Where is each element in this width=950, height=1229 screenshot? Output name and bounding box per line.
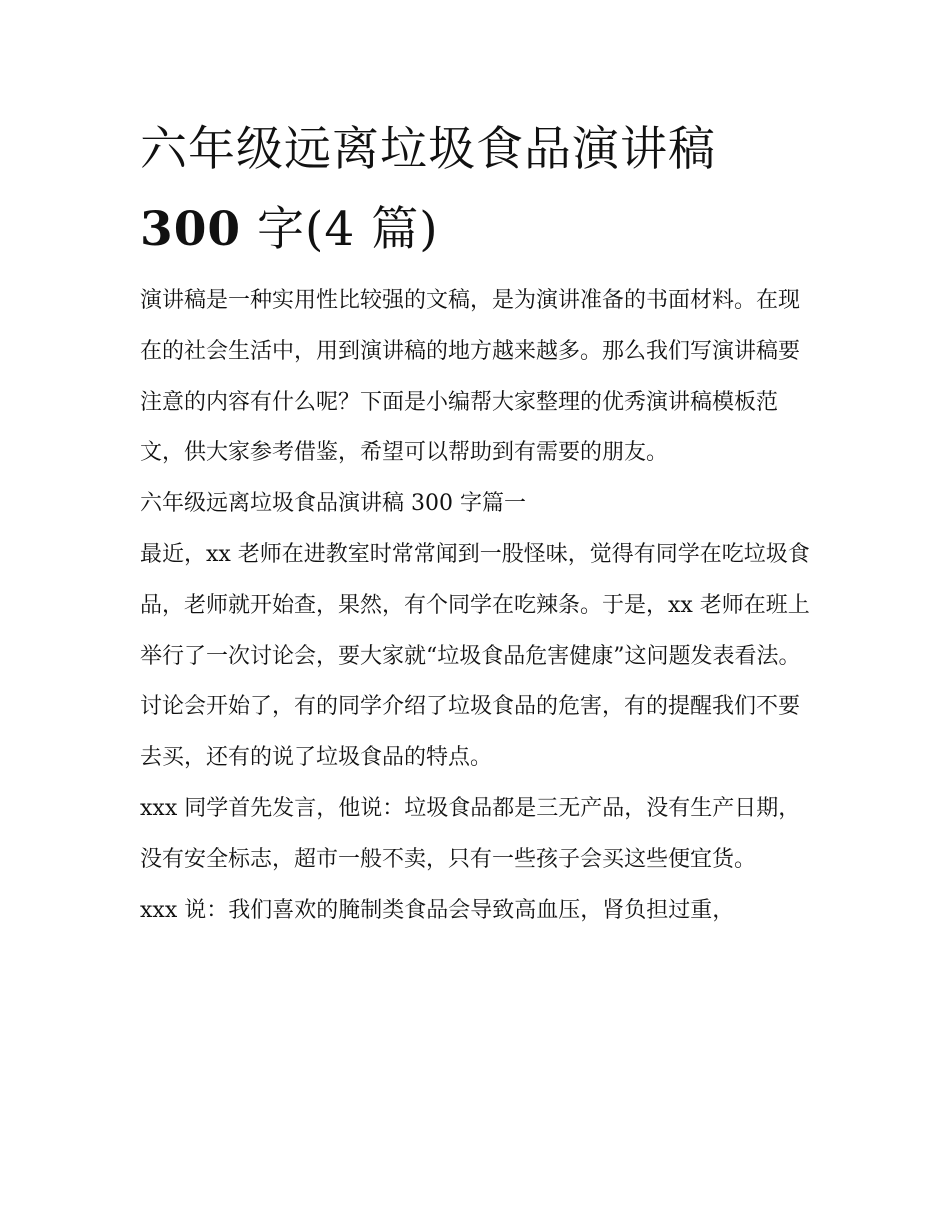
document-body [140, 276, 820, 936]
paragraph: 最近，xx 老师在进教室时常常闻到一股怪味，觉得有同学在吃垃圾食品，老师就开始查，果然，有个同学在吃辣条。于是，xx 老师在班上举行了一次讨论会，要大家就“垃圾食品危害健康”这问题发表看法。 [140, 541, 810, 669]
title-line-2: 字(4 篇) [241, 202, 439, 257]
paragraph: xxx 说：我们喜欢的腌制类食品会导致高血压，肾负担过重， [140, 897, 735, 923]
document-title [140, 110, 820, 270]
paragraph: xxx 同学首先发言，他说：垃圾食品都是三无产品，没有生产日期，没有安全标志，超市一般不卖，只有一些孩子会买这些便宜货。 [140, 795, 801, 872]
title-line-1: 六年级远离垃圾食品演讲稿 [140, 122, 716, 177]
document-page [140, 110, 820, 936]
section-heading: 六年级远离垃圾食品演讲稿 300 字篇一 [140, 491, 526, 517]
paragraph: 讨论会开始了，有的同学介绍了垃圾食品的危害，有的提醒我们不要去买，还有的说了垃圾食品的特点。 [140, 694, 801, 771]
title-number: 300 [140, 202, 242, 257]
paragraph-intro: 演讲稿是一种实用性比较强的文稿，是为演讲准备的书面材料。在现在的社会生活中，用到演讲稿的地方越来越多。那么我们写演讲稿要注意的内容有什么呢？下面是小编帮大家整理的优秀演讲稿模板范文，供大家参考借鉴，希望可以帮助到有需要的朋友。 [140, 288, 801, 466]
